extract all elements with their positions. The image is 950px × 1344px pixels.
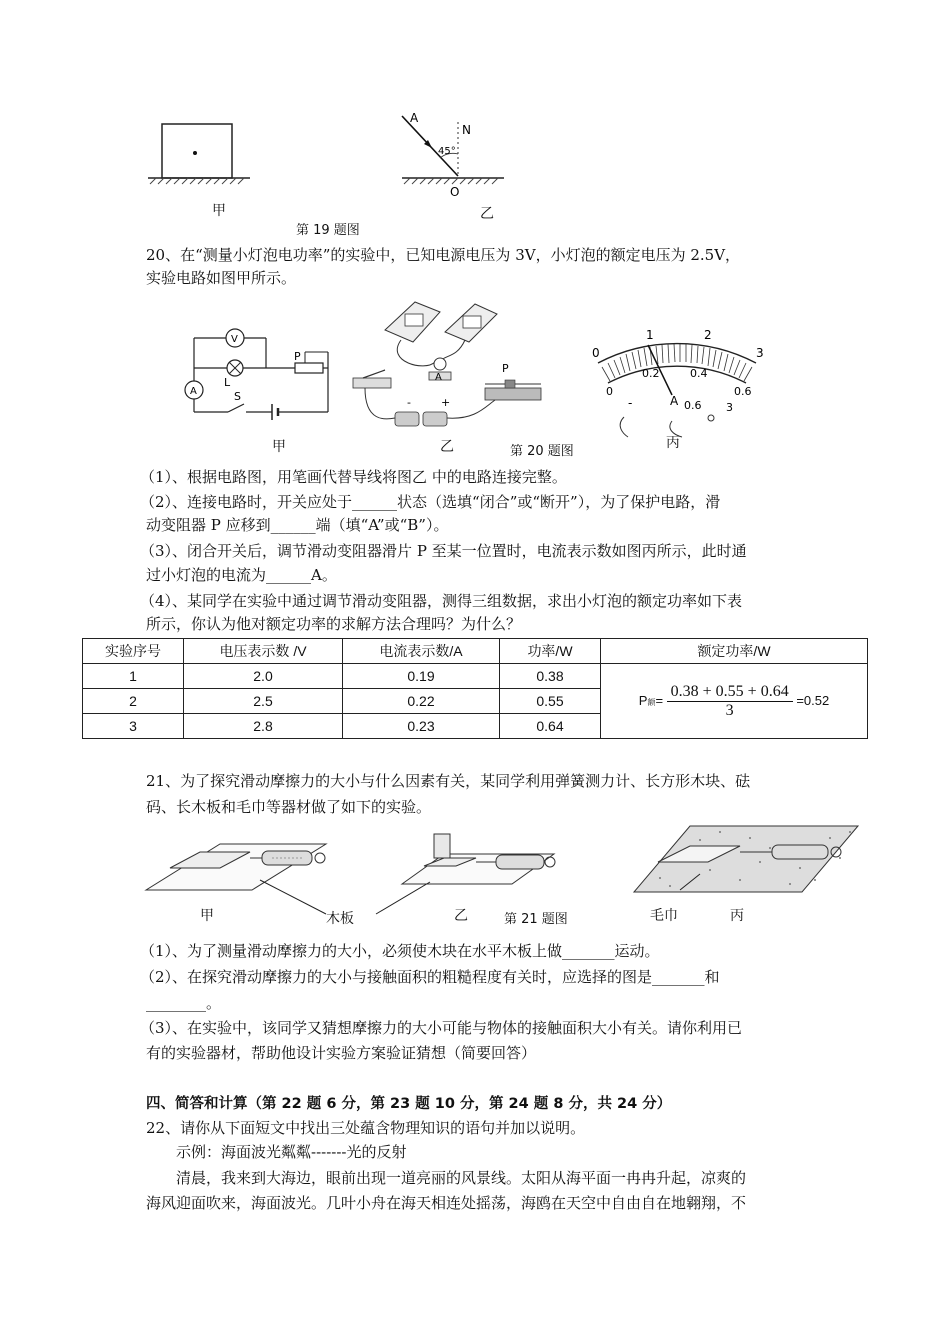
meter-bottom-06: 0.6 bbox=[734, 385, 752, 398]
cell: 0.64 bbox=[500, 714, 601, 739]
meter-top-0: 0 bbox=[592, 346, 600, 360]
q20-sub4-line2: 所示，你认为他对额定功率的求解方法合理吗？为什么？ bbox=[146, 615, 522, 633]
meter-bottom-02: 0.2 bbox=[642, 367, 660, 380]
center-dot bbox=[193, 151, 197, 155]
meter-bottom-04: 0.4 bbox=[690, 367, 708, 380]
q21-stem-line1: 21、为了探究滑动摩擦力的大小与什么因素有关，某同学利用弹簧测力计、长方形木块、砝 bbox=[146, 772, 751, 790]
fig21-label-muban: 木板 bbox=[326, 911, 354, 927]
rated-denominator: 3 bbox=[725, 701, 734, 719]
meter-top-3: 3 bbox=[756, 346, 764, 360]
rated-power-cell bbox=[601, 664, 868, 739]
fig21-label-yi: 乙 bbox=[454, 908, 468, 924]
q22-para-line2: 海风迎面吹来，海面波光。几叶小舟在海天相连处摇荡，海鸥在天空中自由自在地翱翔，不 bbox=[146, 1194, 747, 1212]
header-rated-power: 额定功率/W bbox=[601, 639, 868, 664]
header-power: 功率/W bbox=[500, 639, 601, 664]
cell: 0.55 bbox=[500, 689, 601, 714]
meter-A: A bbox=[190, 386, 197, 397]
cell: 1 bbox=[83, 664, 184, 689]
figure-21 bbox=[140, 818, 865, 938]
meter-unit-A: A bbox=[670, 394, 679, 408]
fig20-label-yi: 乙 bbox=[440, 439, 454, 455]
header-voltage: 电压表示数 /V bbox=[184, 639, 343, 664]
rheostat-P: P bbox=[502, 362, 509, 375]
fig19-label-jia: 甲 bbox=[212, 203, 226, 219]
rated-result: =0.52 bbox=[796, 692, 830, 708]
cell: 2.8 bbox=[184, 714, 343, 739]
fig21-caption: 第 21 题图 bbox=[504, 912, 568, 927]
label-N: N bbox=[462, 123, 471, 137]
label-O: O bbox=[450, 185, 460, 199]
lamp-L: L bbox=[224, 376, 231, 389]
terminal-minus: - bbox=[628, 396, 633, 410]
cell: 2.0 bbox=[184, 664, 343, 689]
power-table bbox=[82, 638, 868, 739]
q21-sub1: （1）、为了测量滑动摩擦力的大小，必须使木块在水平木板上做_______运动。 bbox=[140, 942, 660, 960]
rated-eq: = bbox=[655, 692, 664, 708]
q20-sub2-line1: （2）、连接电路时，开关应处于______状态（选填“闭合”或“断开”），为了保护电路，滑 bbox=[140, 493, 721, 511]
apparatus-A: A bbox=[435, 372, 442, 383]
fig19-label-yi: 乙 bbox=[480, 206, 494, 222]
terminal-06: 0.6 bbox=[684, 399, 702, 412]
q22-para-line1: 清晨，我来到大海边，眼前出现一道亮丽的风景线。太阳从海平面一冉冉升起，凉爽的 bbox=[176, 1169, 747, 1187]
slider-P: P bbox=[294, 350, 301, 363]
header-current: 电流表示数/A bbox=[343, 639, 500, 664]
cell: 2.5 bbox=[184, 689, 343, 714]
q20-sub1: （1）、根据电路图，用笔画代替导线将图乙 中的电路连接完整。 bbox=[140, 468, 567, 486]
meter-bottom-0: 0 bbox=[606, 385, 613, 398]
q20-stem-line1: 20、在“测量小灯泡电功率”的实验中，已知电源电压为 3V，小灯泡的额定电压为 2.5V， bbox=[146, 246, 741, 264]
battery-minus: - bbox=[407, 396, 411, 409]
q21-stem-line2: 码、长木板和毛巾等器材做了如下的实验。 bbox=[146, 798, 432, 816]
q20-sub3-line1: （3）、闭合开关后，调节滑动变阻器滑片 P 至某一位置时，电流表示数如图丙所示，此时通 bbox=[140, 542, 747, 560]
q21-sub2-line2: ________。 bbox=[146, 994, 222, 1012]
q21-sub3-line1: （3）、在实验中，该同学又猜想摩擦力的大小可能与物体的接触面积大小有关。请你利用已 bbox=[140, 1019, 743, 1037]
table-row bbox=[83, 664, 868, 689]
terminal-3: 3 bbox=[726, 401, 733, 414]
fig20-label-jia: 甲 bbox=[272, 439, 286, 455]
q20-sub3-line2: 过小灯泡的电流为______A。 bbox=[146, 566, 337, 584]
section4-title: 四、简答和计算（第 22 题 6 分，第 23 题 10 分，第 24 题 8 分，共 24 分） bbox=[146, 1096, 672, 1112]
q20-stem-line2: 实验电路如图甲所示。 bbox=[146, 269, 297, 287]
fig21-label-jia: 甲 bbox=[200, 908, 214, 924]
q22-stem: 22、请你从下面短文中找出三处蕴含物理知识的语句并加以说明。 bbox=[146, 1119, 586, 1137]
label-angle: 45° bbox=[438, 146, 456, 157]
meter-V: V bbox=[231, 334, 238, 345]
q22-example: 示例：海面波光粼粼-------光的反射 bbox=[176, 1143, 407, 1161]
cell: 0.38 bbox=[500, 664, 601, 689]
header-index: 实验序号 bbox=[83, 639, 184, 664]
q21-sub2-line1: （2）、在探究滑动摩擦力的大小与接触面积的粗糙程度有关时，应选择的图是_______和 bbox=[140, 968, 720, 986]
q21-sub3-line2: 有的实验器材，帮助他设计实验方案验证猜想（简要回答） bbox=[146, 1044, 537, 1062]
battery-plus: + bbox=[441, 396, 451, 409]
block bbox=[162, 124, 232, 178]
rated-fraction bbox=[667, 683, 793, 720]
switch-S: S bbox=[234, 390, 241, 403]
label-A: A bbox=[410, 111, 419, 125]
cell: 0.19 bbox=[343, 664, 500, 689]
cell: 0.22 bbox=[343, 689, 500, 714]
fig20-caption: 第 20 题图 bbox=[510, 444, 574, 459]
meter-top-2: 2 bbox=[704, 328, 712, 342]
cell: 0.23 bbox=[343, 714, 500, 739]
fig21-label-bing: 丙 bbox=[730, 908, 744, 924]
fig19-caption: 第 19 题图 bbox=[296, 223, 360, 238]
meter-top-1: 1 bbox=[646, 328, 654, 342]
figure-20-apparatus bbox=[345, 292, 550, 442]
rated-prefix: P bbox=[638, 692, 648, 708]
q20-sub2-line2: 动变阻器 P 应移到______端（填“A”或“B”）。 bbox=[146, 516, 449, 534]
cell: 2 bbox=[83, 689, 184, 714]
rated-numerator: 0.38 + 0.55 + 0.64 bbox=[667, 683, 793, 702]
q20-sub4-line1: （4）、某同学在实验中通过调节滑动变阻器，测得三组数据，求出小灯泡的额定功率如下表 bbox=[140, 592, 743, 610]
fig21-label-maojin: 毛巾 bbox=[650, 908, 678, 924]
figure-20-circuit bbox=[180, 320, 340, 430]
table-header-row bbox=[83, 639, 868, 664]
cell: 3 bbox=[83, 714, 184, 739]
fig20-label-bing: 丙 bbox=[666, 435, 680, 451]
rated-sub: 额 bbox=[647, 697, 656, 707]
